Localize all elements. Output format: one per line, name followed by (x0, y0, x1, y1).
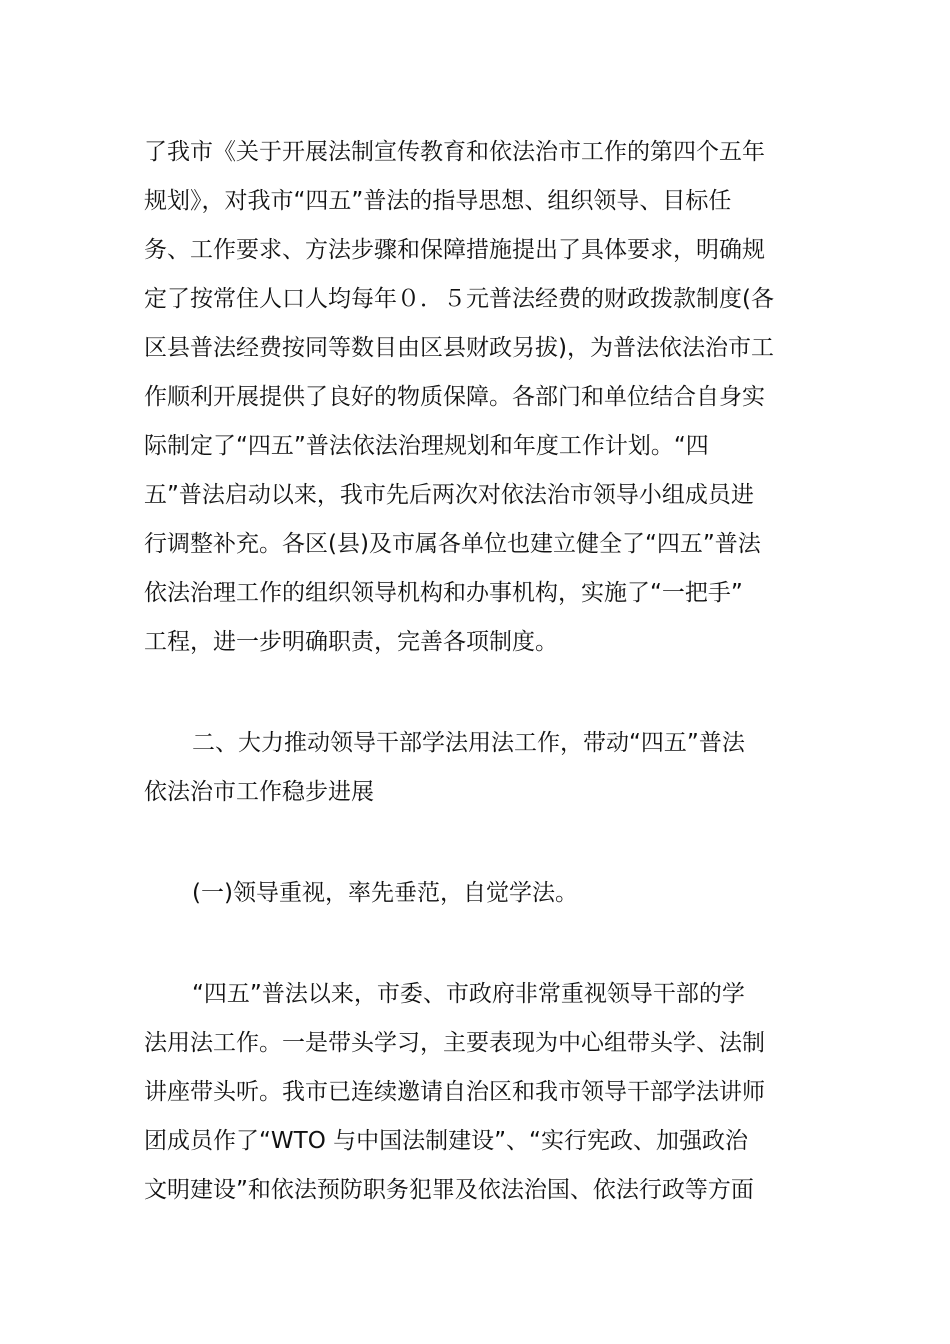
body-text-line: 定了按常住人口人均每年０．５元普法经费的财政拨款制度(各 (144, 286, 774, 312)
body-text-line: 五”普法启动以来，我市先后两次对依法治市领导小组成员进 (144, 482, 754, 508)
body-text-line: 了我市《关于开展法制宣传教育和依法治市工作的第四个五年 (144, 139, 765, 165)
body-text-line: 法用法工作。一是带头学习，主要表现为中心组带头学、法制 (144, 1030, 765, 1056)
body-text-line: 务、工作要求、方法步骤和保障措施提出了具体要求，明确规 (144, 237, 765, 263)
body-text-line: 行调整补充。各区(县)及市属各单位也建立健全了“四五”普法 (144, 531, 761, 557)
section-heading: 依法治市工作稳步进展 (144, 779, 374, 805)
body-text-line: 工程，进一步明确职责，完善各项制度。 (144, 629, 558, 655)
body-text-line: 区县普法经费按同等数目由区县财政另拔)，为普法依法治市工 (144, 335, 774, 361)
section-heading: 二、大力推动领导干部学法用法工作，带动“四五”普法 (192, 730, 745, 756)
body-text-line: 讲座带头听。我市已连续邀请自治区和我市领导干部学法讲师 (144, 1079, 765, 1105)
body-text-line: 团成员作了“WTO 与中国法制建设”、“实行宪政、加强政治 (144, 1128, 748, 1154)
subsection-heading: (一)领导重视，率先垂范，自觉学法。 (192, 880, 578, 906)
body-text-line: “四五”普法以来，市委、市政府非常重视领导干部的学 (192, 981, 745, 1007)
body-text-line: 作顺利开展提供了良好的物质保障。各部门和单位结合自身实 (144, 384, 765, 410)
body-text-line: 文明建设”和依法预防职务犯罪及依法治国、依法行政等方面 (144, 1177, 754, 1203)
body-text-line: 依法治理工作的组织领导机构和办事机构，实施了“一把手” (144, 580, 743, 606)
body-text-line: 规划》，对我市“四五”普法的指导思想、组织领导、目标任 (144, 188, 732, 214)
body-text-line: 际制定了“四五”普法依法治理规划和年度工作计划。“四 (144, 433, 709, 459)
